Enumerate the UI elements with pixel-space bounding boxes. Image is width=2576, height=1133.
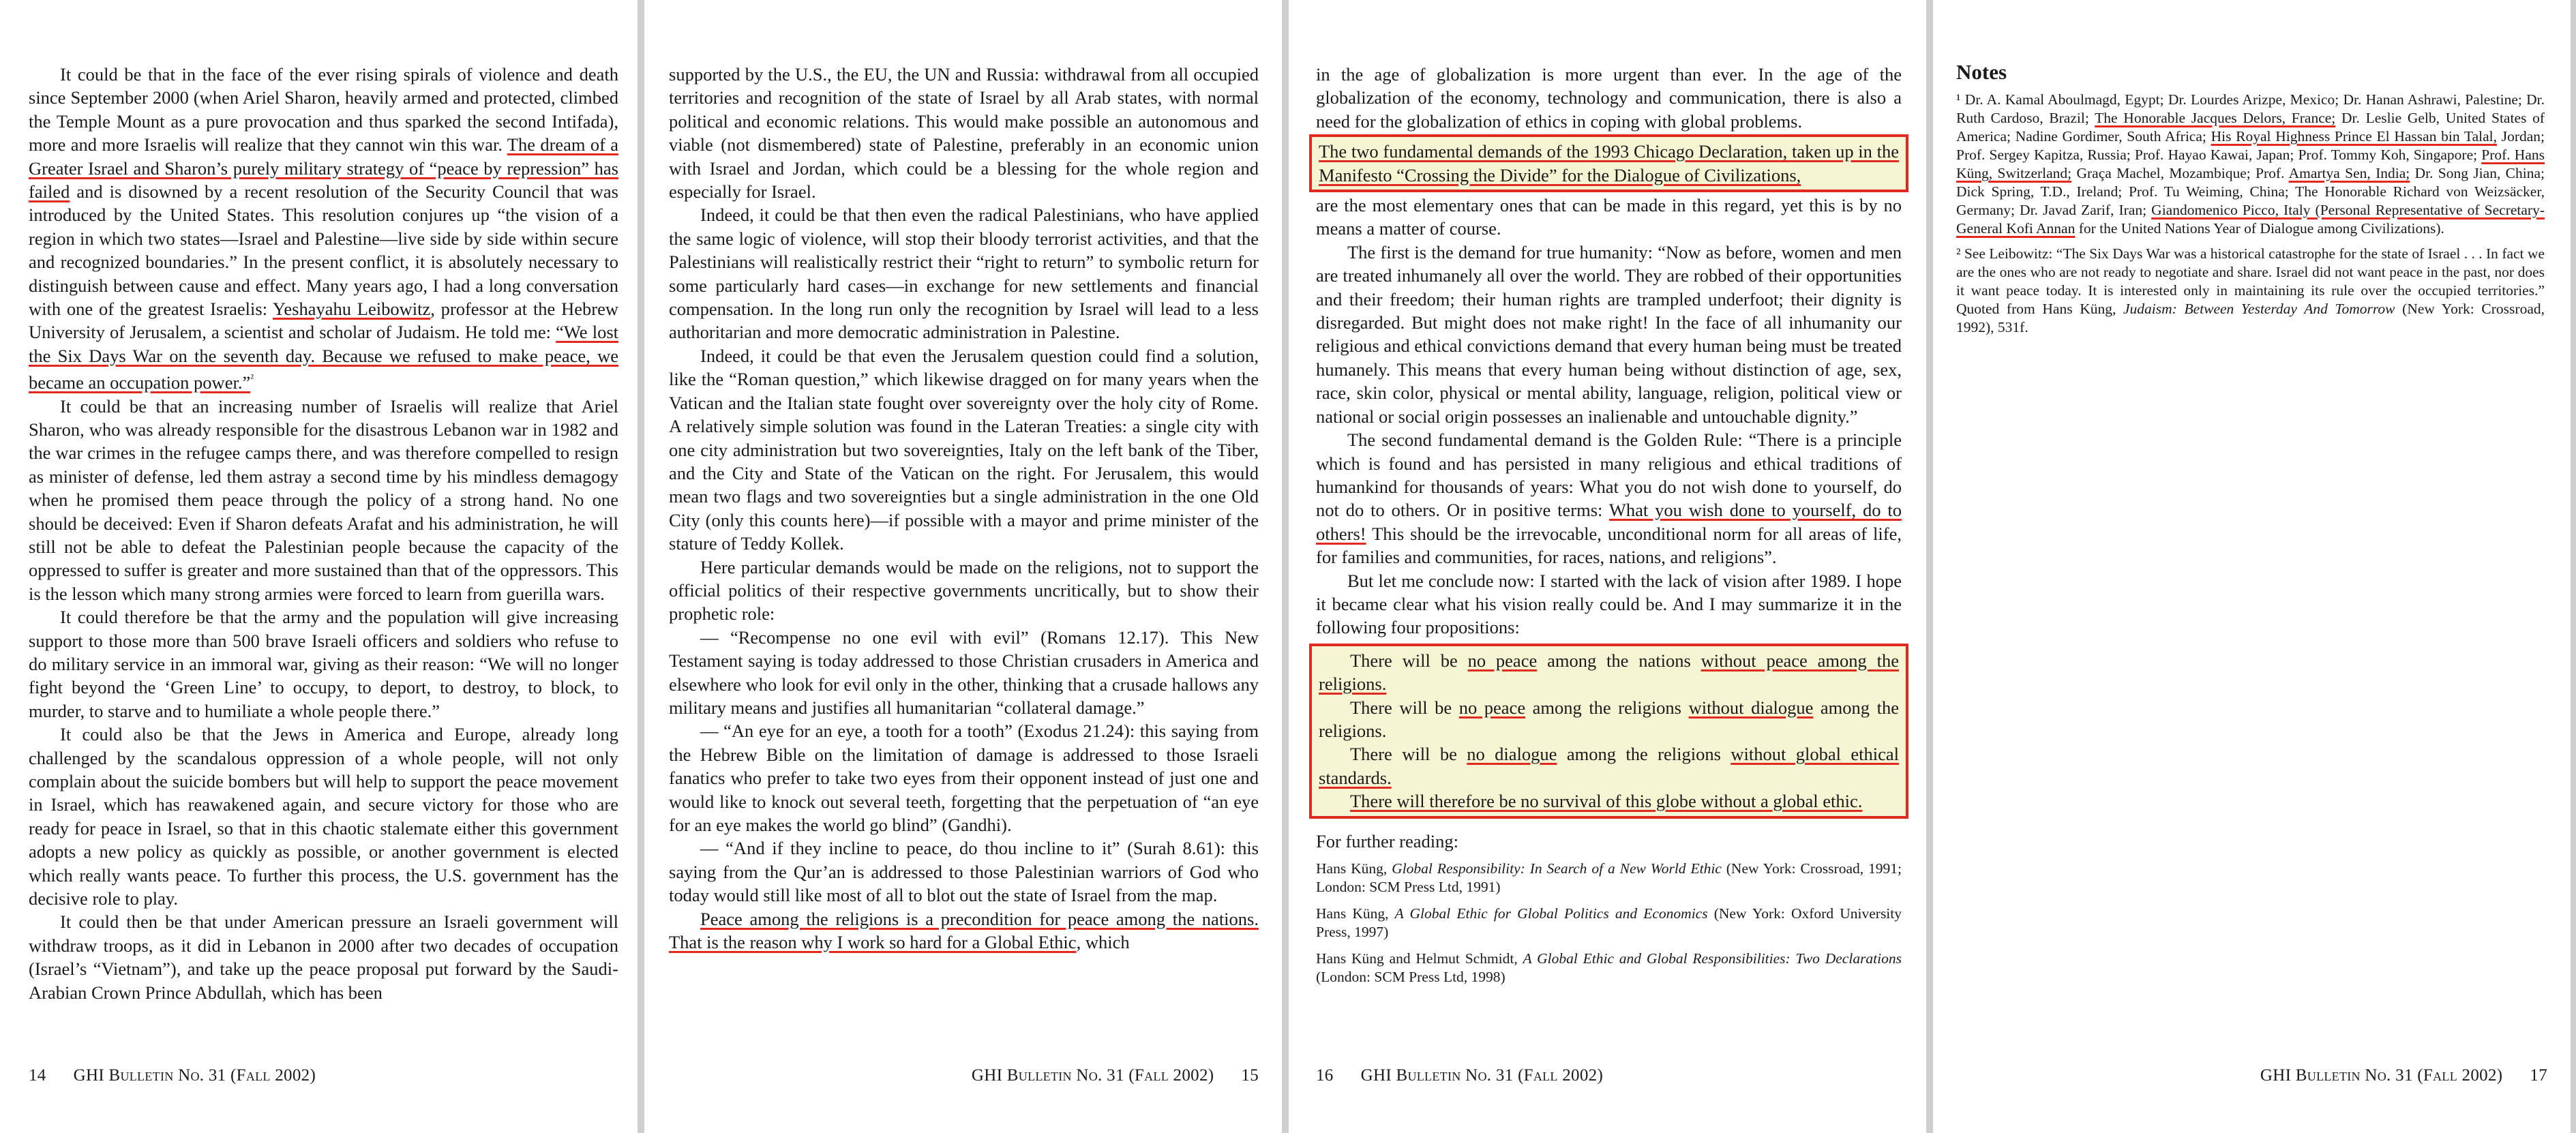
underlined-text: Yeshayahu Leibowitz [272, 299, 431, 320]
text-run: There will be [1350, 744, 1467, 765]
footnote-2 [1956, 245, 2545, 337]
text-run: , professor at the Hebrew University of Jerusalem, a scientist and scholar of Judaism. He told me: [29, 299, 618, 343]
paragraph: in the age of globalization is more urgent than ever. In the age of the globalization of the economy, technology and communication, there is also a need for the globalization of ethics in coping with global problems. [1316, 64, 1902, 132]
text-run: and is disowned by a recent resolution of the Security Council that was introduced by the United States. This resolution conjures up “the vision of a region in which two states—Israel and Palestine—live side by side within secure and recognized boundaries.” In the present conflict, it is absolutely necessary to distinguish between cause and effect. Many years ago, I had a long conversation with one of the greatest Israelis: [29, 181, 618, 320]
page-16-footer [1316, 1066, 1603, 1085]
reading-author: Hans Küng, [1316, 905, 1395, 922]
text-run: The second fundamental demand is the Golden Rule: “There is a principle which is found and has persisted in many religious and ethical traditions of humankind for thousands of years: What you do not wish done to yourself, do not do to others. Or in positive terms: [1316, 429, 1902, 521]
reading-publisher: (New York: Oxford University Press, 1997) [1316, 905, 1902, 940]
page-15-footer [972, 1066, 1259, 1085]
underlined-text: without peace among the religions. [1319, 650, 1899, 695]
highlight-box [1309, 134, 1908, 192]
page-16-body [1316, 63, 1902, 995]
paragraph: The first is the demand for true humanity: “Now as before, women and men are treated inhumanely all over the world. They are robbed of their opportunities and their freedom; their human rights are trampled underfoot; their dignity is disregarded. But might does not make right! In the face of all inhumanity our religious and ethical convictions demand that every human being must be treated humanely. This means that every human being without distinction of age, sex, race, skin color, physical or mental ability, language, religion, political view or national or social origin possesses an inalienable and untouchable dignity.” [1316, 241, 1902, 427]
page-number: 15 [1241, 1066, 1259, 1085]
propositions-box [1309, 644, 1908, 819]
text-run: ¹ Dr. A. Kamal Aboulmagd, Egypt; Dr. Lourdes Arizpe, Mexico; Dr. Hanan Ashrawi, Palestine; Dr. Ruth Cardoso, Brazil; [1956, 91, 2545, 126]
text-run: Dr. Leslie Gelb, United States of America; Nadine Gordimer, South Africa; [1956, 110, 2545, 145]
reading-title: A Global Ethic and Global Responsibilities: Two Declarations [1523, 950, 1902, 967]
reading-author: Hans Küng, [1316, 860, 1392, 877]
text-run: Indeed, it could be that then even the radical Palestinians, who have applied the same logic of violence, will stop their bloody terrorist activities, and that the Palestinians will realistically restrict their “right to return” to symbolic return for some particularly hard cases—in exchange for new settlements and financial compensation. In the long run only the recognition by Israel will lead to a less authoritarian and more democratic administration in Palestine. [669, 205, 1259, 343]
text-run: Jordan; Prof. Sergey Kapitza, Russia; Prof. Hayao Kawai, Japan; Prof. Tommy Koh, Singapore; [1956, 128, 2545, 163]
page-15 [644, 0, 1282, 1133]
page-14 [0, 0, 638, 1133]
reading-item [1316, 860, 1902, 896]
underlined-text: no peace [1458, 697, 1526, 718]
proposition [1319, 789, 1899, 813]
reading-publisher: (New York: Crossroad, 1991; London: SCM Press Ltd, 1991) [1316, 860, 1902, 895]
underlined-text: The two fundamental demands of the 1993 Chicago Declaration, taken up in the Manifesto “Crossing the Divide” for the Dialogue of Civilizations, [1319, 141, 1899, 185]
text-run: among the religions [1557, 744, 1731, 765]
notes-title: Notes [1956, 60, 2007, 84]
paragraph [1316, 428, 1902, 569]
text-run: (New York: Crossroad, 1992), 531f. [1956, 301, 2545, 335]
further-reading-list [1316, 860, 1902, 986]
page-17-footer [2260, 1066, 2547, 1085]
paragraph [669, 907, 1259, 954]
underlined-text: What you wish done to yourself, do to others! [1316, 500, 1902, 544]
paragraph [29, 910, 618, 1004]
reading-item [1316, 950, 1902, 986]
running-footer: GHI Bulletin No. 31 (Fall 2002) [971, 1066, 1214, 1085]
page-15-body [669, 63, 1259, 954]
running-footer: GHI Bulletin No. 31 (Fall 2002) [1360, 1066, 1604, 1085]
proposition [1319, 696, 1899, 743]
paragraph [669, 626, 1259, 720]
paragraph: are the most elementary ones that can be made in this regard, yet this is by no means a matter of course. [1316, 195, 1902, 239]
text-run: There will be [1350, 650, 1468, 671]
page-17 [1933, 0, 2571, 1133]
underlined-text: There will therefore be no survival of this globe without a global ethic. [1350, 791, 1863, 812]
page-number: 16 [1316, 1066, 1334, 1085]
text-run: ² See Leibowitz: “The Six Days War was a historical catastrophe for the state of Israel . . . In fact we are the ones who are not ready to negotiate and share. Israel did not want peace in the past, nor does it want peace today. It is interested only in maintaining its rule over the occupied territories.” Quoted from Hans Küng, [1956, 245, 2545, 317]
reading-item [1316, 905, 1902, 941]
running-footer: GHI Bulletin No. 31 (Fall 2002) [2260, 1066, 2503, 1085]
reading-title: Global Responsibility: In Search of a New World Ethic [1392, 860, 1722, 877]
paragraph [29, 63, 618, 395]
underlined-text: Peace among the religions is a precondition for peace among the nations. That is the reason why I work so hard for a Global Ethic [669, 908, 1259, 953]
paragraph [669, 719, 1259, 836]
text-run: among the religions. [1319, 697, 1899, 741]
text-run: This should be the irrevocable, unconditional norm for all areas of life, for families and communities, for races, nations, and religions”. [1316, 523, 1902, 568]
text-run: It could therefore be that the army and the population will give increasing support to those more than 500 brave Israeli officers and soldiers who refuse to do military service in an immoral war, giving as their reason: “We will no longer fight beyond the ‘Green Line’ to occupy, to deport, to destroy, to block, to murder, to starve and to humiliate a whole people there.” [29, 607, 618, 721]
underlined-text: no dialogue [1467, 744, 1557, 765]
paragraph [29, 605, 618, 723]
paragraph [1319, 140, 1899, 187]
text-run: — “An eye for an eye, a tooth for a tooth” (Exodus 21.24): this saying from the Hebrew Bible on the limitation of damage is addressed to those Israeli fanatics who prefer to take two eyes from their opponent instead of just one and would like to knock out several teeth, forgetting that the perpetuation of “an eye for an eye makes the world go blind” (Gandhi). [669, 721, 1259, 835]
underlined-text: Giandomenico Picco, Italy (Personal Representative of Secretary-General Kofi Annan [1956, 202, 2545, 237]
reading-publisher: (London: SCM Press Ltd, 1998) [1316, 968, 1506, 985]
text-run: supported by the U.S., the EU, the UN and Russia: withdrawal from all occupied territories and recognition of the state of Israel by all Arab states, with normal political and economic relations. This would make possible an autonomous and viable (not dismembered) state of Palestine, preferably in an economic union with Israel and Jordan, which could be a blessing for the whole region and especially for Israel. [669, 64, 1259, 202]
text-run: Indeed, it could be that even the Jerusalem question could find a solution, like the “Roman question,” which likewise dragged on for many years when the Vatican and the Italian state fought over sovereignty over the holy city of Rome. A relatively simple solution was found in the Lateran Treaties: a single city with one city administration but two sovereignties, Italy on the left bank of the Tiber, and the City and State of the Vatican on the right. For Jerusalem, this would mean two flags and two sovereignties but a single administration in the one Old City (only this counts here)—if possible with a mayor and prime minister of the stature of Teddy Kollek. [669, 345, 1259, 554]
notes-section [1956, 60, 2545, 344]
text-run: among the nations [1537, 650, 1701, 671]
page-number: 14 [29, 1066, 46, 1085]
text-run: , which [1076, 932, 1130, 953]
further-reading-title: For further reading: [1316, 830, 1458, 851]
text-run: It could then be that under American pressure an Israeli government will withdraw troops, as it did in Lebanon in 2000 after two decades of occupation (Israel’s “Vietnam”), and take up the peace proposal put forward by the Saudi-Arabian Crown Prince Abdullah, which has been [29, 911, 618, 1003]
underlined-text: “We lost the Six Days War on the seventh day. Because we refused to make peace, we became an occupation power.” [29, 322, 619, 393]
paragraph [669, 556, 1259, 626]
underlined-text: Amartya Sen, India; [2288, 165, 2410, 181]
text-run: for the United Nations Year of Dialogue among Civilizations). [2075, 220, 2444, 237]
text-run: — “And if they incline to peace, do thou incline to it” (Surah 8.61): this saying from the Qur’an is addressed to those Palestinian warriors of God who today would still like most of all to blot out the state of Israel from the map. [669, 838, 1259, 906]
text-run: It could be that in the face of the ever rising spirals of violence and death since September 2000 (when Ariel Sharon, heavily armed and protected, climbed the Temple Mount as a pure provocation and thus sparked the second Intifada), more and more Israelis will realize that they cannot win this war. [29, 64, 618, 155]
paragraph [669, 836, 1259, 907]
paragraph [669, 344, 1259, 556]
text-run: Dr. Song Jian, China; Dick Spring, T.D., Ireland; Prof. Tu Weiming, China; The Honorable Richard von Weizsäcker, Germany; Dr. Javad Zarif, Iran; [1956, 165, 2545, 218]
text-run: It could also be that the Jews in America and Europe, already long challenged by the scandalous oppression of a whole people, will not only complain about the suicide bombers but will help to support the peace movement in Israel, which has reawakened again, and secure victory for those who are ready for peace in Israel, so that in this chaotic stalemate either this government adopts a new policy as quickly as possible, or another government is elected which really wants peace. To further this process, the U.S. government has the decisive role to play. [29, 724, 618, 909]
book-title: Judaism: Between Yesterday And Tomorrow [2123, 301, 2395, 317]
page-14-footer [29, 1066, 316, 1085]
running-footer: GHI Bulletin No. 31 (Fall 2002) [73, 1066, 316, 1085]
text-run: There will be [1350, 697, 1459, 718]
underlined-text: The Honorable Jacques Delors, France; [2095, 110, 2336, 126]
underlined-text: The dream of a Greater Israel and Sharon’s purely military strategy of “peace by repression” has failed [29, 134, 619, 202]
footnote-marker: ² [250, 373, 254, 385]
underlined-text: His Royal Highness Prince El Hassan bin Talal, [2211, 128, 2497, 145]
paragraph [29, 395, 618, 606]
footnote-1 [1956, 91, 2545, 238]
proposition [1319, 742, 1899, 789]
proposition [1319, 649, 1899, 696]
text-run: among the religions [1525, 697, 1689, 718]
underlined-text: without global ethical standards. [1319, 744, 1899, 788]
underlined-text: without dialogue [1688, 697, 1814, 718]
underlined-text: no peace [1467, 650, 1538, 671]
page-number: 17 [2530, 1066, 2547, 1085]
paragraph: But let me conclude now: I started with the lack of vision after 1989. I hope it became clear what his vision really could be. And I may summarize it in the following four propositions: [1316, 570, 1902, 638]
paragraph [29, 723, 618, 910]
reading-title: A Global Ethic for Global Politics and Economics [1394, 905, 1708, 922]
text-run: It could be that an increasing number of Israelis will realize that Ariel Sharon, who was already responsible for the disastrous Lebanon war in 1982 and the war crimes in the refugee camps there, and was therefore compelled to resign as minister of defense, led them astray a second time by his mindless demagogy when he promised them peace through the policy of a strong hand. No one should be deceived: Even if Sharon defeats Arafat and his administration, he will still not be able to defeat the Palestinian people because the capacity of the oppressed to suffer is greater and more sustained than that of the oppressors. This is the lesson which many strong armies were forced to learn from guerilla wars. [29, 395, 618, 604]
text-run: Here particular demands would be made on the religions, not to support the official politics of their respective governments uncritically, but to show their prophetic role: [669, 556, 1259, 624]
text-run: — “Recompense no one evil with evil” (Romans 12.17). This New Testament saying is today addressed to those Christian crusaders in America and elsewhere who look for evil only in the other, thinking that a crusade hallows any military means and justifies all humanitarian “collateral damage.” [669, 626, 1259, 718]
page-16 [1289, 0, 1926, 1133]
reading-author: Hans Küng and Helmut Schmidt, [1316, 950, 1523, 967]
underlined-text: Prof. Hans Küng, Switzerland; [1956, 147, 2545, 181]
paragraph [669, 203, 1259, 344]
text-run: Graça Machel, Mozambique; Prof. [2071, 165, 2289, 181]
paragraph [669, 63, 1259, 203]
page-14-body [29, 63, 618, 1004]
